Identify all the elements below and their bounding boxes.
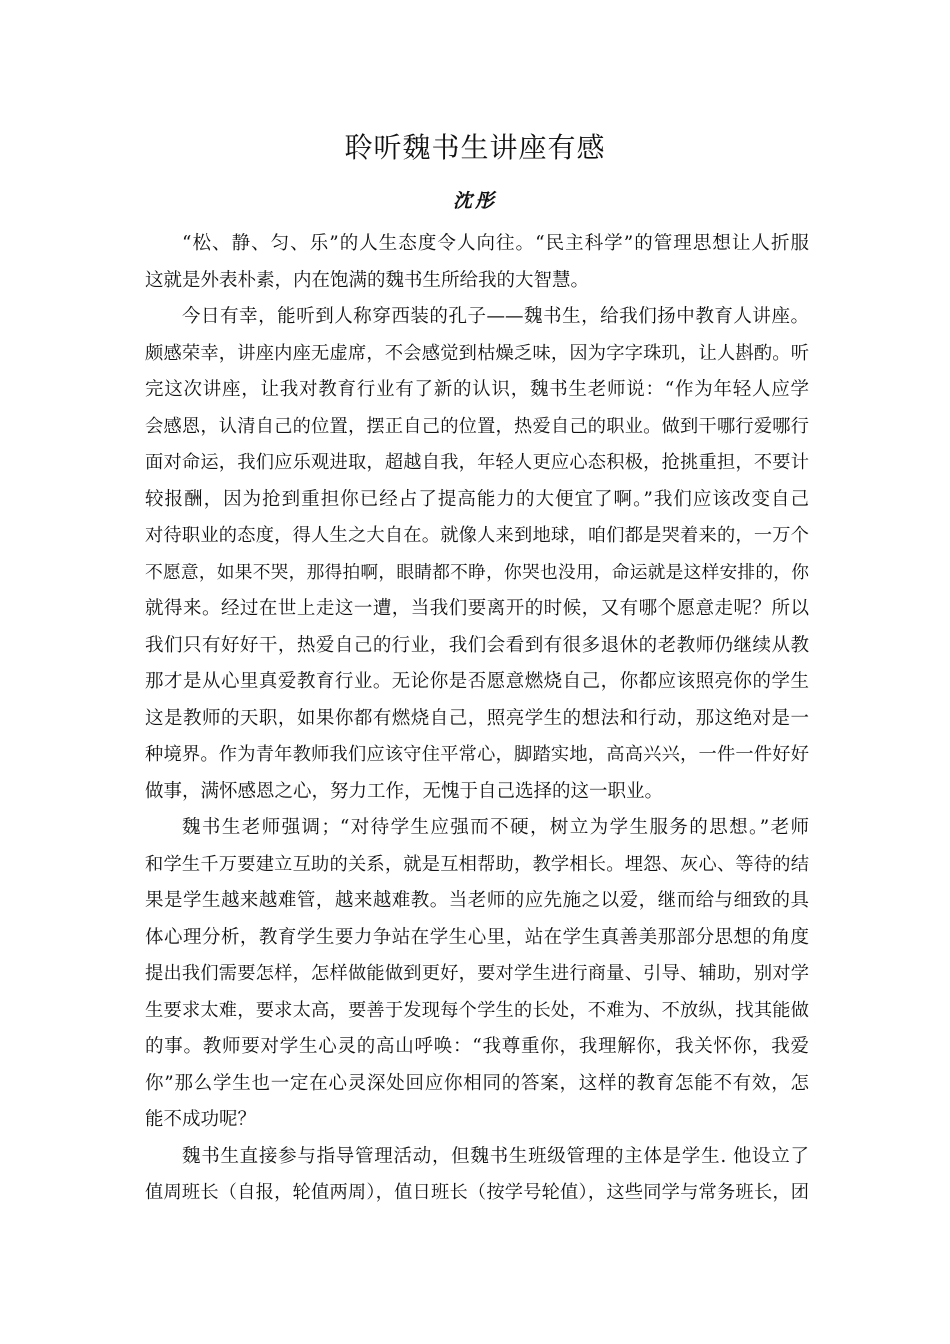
text-line: 这就是外表朴素，内在饱满的魏书生所给我的大智慧。 bbox=[145, 269, 590, 291]
text-line: 面对命运，我们应乐观进取，超越自我，年轻人更应心态积极，抢挑重担，不要计 bbox=[145, 452, 809, 473]
text-line: 会感恩，认清自己的位置，摆正自己的位置，热爱自己的职业。做到干哪行爱哪行 bbox=[145, 415, 809, 437]
text-line: 完这次讲座，让我对教育行业有了新的认识，魏书生老师说：“作为年轻人应学 bbox=[145, 379, 809, 400]
text-line: 体心理分析，教育学生要力争站在学生心里，站在学生真善美那部分思想的角度 bbox=[145, 926, 809, 948]
text-line: 今日有幸，能听到人称穿西装的孔子——魏书生，给我们扬中教育人讲座。 bbox=[182, 306, 809, 327]
text-line: 这是教师的天职，如果你都有燃烧自己，照亮学生的想法和行动，那这绝对是一 bbox=[145, 707, 809, 729]
text-line: 的事。教师要对学生心灵的高山呼唤：“我尊重你，我理解你，我关怀你，我爱 bbox=[145, 1036, 809, 1057]
text-line: 魏书生直接参与指导管理活动，但魏书生班级管理的主体是学生. 他设立了 bbox=[182, 1145, 809, 1167]
text-line: 果是学生越来越难管，越来越难教。当老师的应先施之以爱，继而给与细致的具 bbox=[145, 890, 809, 911]
text-line: 就得来。经过在世上走这一遭，当我们要离开的时候，又有哪个愿意走呢？所以 bbox=[145, 598, 809, 619]
text-line: 和学生千万要建立互助的关系，就是互相帮助，教学相长。埋怨、灰心、等待的结 bbox=[145, 853, 809, 875]
text-line: 较报酬，因为抢到重担你已经占了提高能力的大便宜了啊。”我们应该改变自己 bbox=[145, 488, 809, 510]
text-line: 提出我们需要怎样，怎样做能做到更好，要对学生进行商量、引导、辅助，别对学 bbox=[145, 963, 809, 984]
text-line: 能不成功呢？ bbox=[145, 1109, 257, 1130]
text-line: 那才是从心里真爱教育行业。无论你是否愿意燃烧自己，你都应该照亮你的学生 bbox=[145, 671, 809, 692]
text-line: 生要求太难，要求太高，要善于发现每个学生的长处，不难为、不放纵，找其能做 bbox=[145, 999, 809, 1021]
document-title: 聆听魏书生讲座有感 bbox=[344, 131, 606, 164]
text-line: 你”那么学生也一定在心灵深处回应你相同的答案，这样的教育怎能不有效，怎 bbox=[145, 1072, 809, 1094]
text-line: 对待职业的态度，得人生之大自在。就像人来到地球，咱们都是哭着来的，一万个 bbox=[145, 525, 809, 546]
text-line: 魏书生老师强调；“对待学生应强而不硬，树立为学生服务的思想。”老师 bbox=[182, 817, 809, 838]
author-name: 沈彤 bbox=[452, 190, 497, 212]
document-body bbox=[145, 226, 809, 1212]
text-line: 值周班长（自报，轮值两周），值日班长（按学号轮值），这些同学与常务班长，团 bbox=[145, 1182, 809, 1203]
text-line: 不愿意，如果不哭，那得拍啊，眼睛都不睁，你哭也没用，命运就是这样安排的，你 bbox=[145, 562, 809, 583]
text-line: 颇感荣幸，讲座内座无虚席，不会感觉到枯燥乏味，因为字字珠玑，让人斟酌。听 bbox=[145, 342, 809, 364]
text-line: “松、静、匀、乐”的人生态度令人向往。“民主科学”的管理思想让人折服 bbox=[182, 233, 809, 254]
text-line: 我们只有好好干，热爱自己的行业，我们会看到有很多退休的老教师仍继续从教 bbox=[145, 634, 809, 656]
text-line: 种境界。作为青年教师我们应该守住平常心，脚踏实地，高高兴兴，一件一件好好 bbox=[145, 744, 809, 765]
text-line: 做事，满怀感恩之心，努力工作，无愧于自己选择的这一职业。 bbox=[145, 780, 664, 802]
